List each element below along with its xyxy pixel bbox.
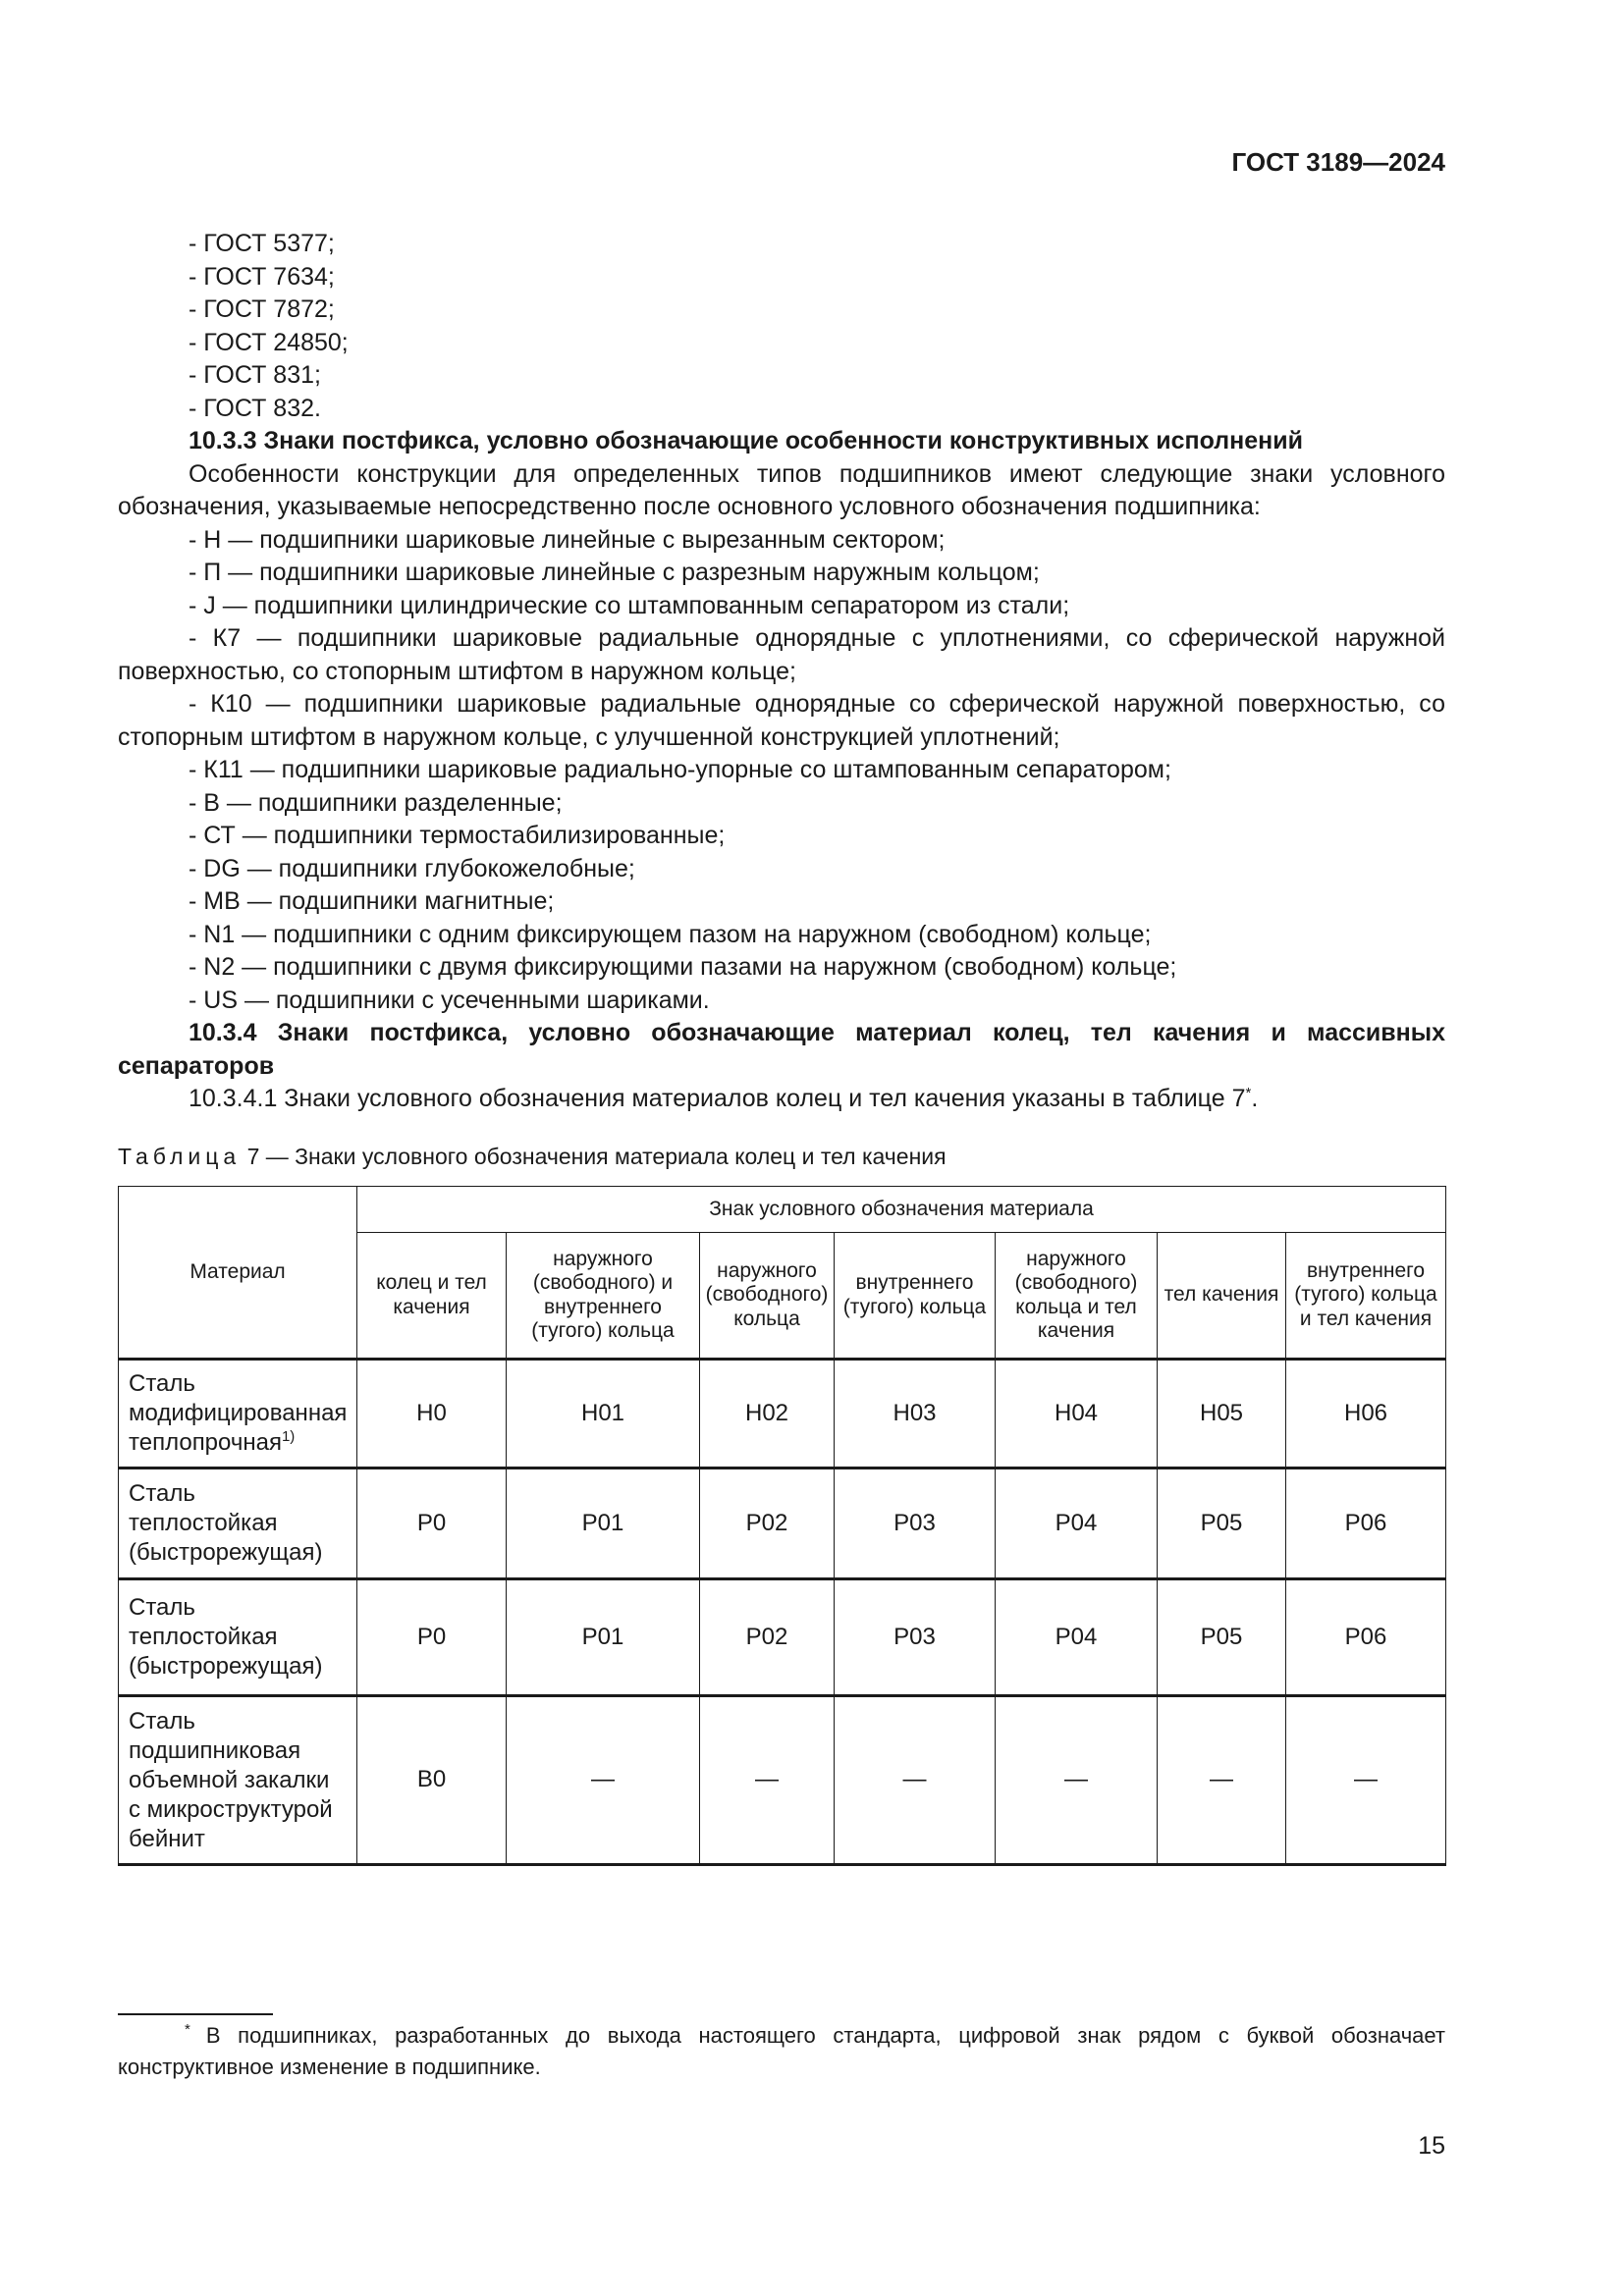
code-cell: — bbox=[1286, 1696, 1446, 1865]
footnote-separator bbox=[118, 2013, 273, 2015]
body-text bbox=[118, 228, 1445, 1116]
subheader: внутреннего (тугого) кольца bbox=[835, 1233, 996, 1360]
para-text: 10.3.4.1 Знаки условного обозначения материалов колец и тел качения указаны в таблице 7 bbox=[189, 1085, 1246, 1112]
code-cell: — bbox=[1158, 1696, 1286, 1865]
code-cell: Р06 bbox=[1286, 1468, 1446, 1579]
caption-word: Таблица bbox=[118, 1144, 242, 1169]
material-name: Сталь модифицированная теплопрочная bbox=[129, 1370, 348, 1456]
code-cell: Р04 bbox=[996, 1579, 1158, 1696]
material-cell: Сталь подшипниковая объемной закалки с микроструктурой бейнит bbox=[119, 1696, 357, 1865]
material-cell bbox=[119, 1360, 357, 1468]
header-group: Знак условного обозначения материала bbox=[357, 1187, 1446, 1233]
code-cell: Н03 bbox=[835, 1360, 996, 1468]
para-end: . bbox=[1251, 1085, 1259, 1112]
code-cell: Н02 bbox=[700, 1360, 835, 1468]
code-cell: Р03 bbox=[835, 1468, 996, 1579]
subheader: наружного (свободного) кольца и тел качения bbox=[996, 1233, 1158, 1360]
section-intro: Особенности конструкции для определенных типов подшипников имеют следующие знаки условного обозначения, указываемые непосредственно после основного условного обозначения подшипника: bbox=[118, 459, 1445, 520]
section-heading-10-3-4: 10.3.4 Знаки постфикса, условно обозначающие материал колец, тел качения и массивных сепараторов bbox=[118, 1019, 1445, 1080]
list-item: - К11 — подшипники шариковые радиально-упорные со штампованным сепаратором; bbox=[189, 756, 1171, 783]
material-cell: Сталь теплостойкая (быстрорежущая) bbox=[119, 1579, 357, 1696]
footnote-ref: * bbox=[1245, 1085, 1252, 1101]
footnote bbox=[118, 2020, 1445, 2083]
code-cell: Р02 bbox=[700, 1468, 835, 1579]
footnote-text: В подшипниках, разработанных до выхода настоящего стандарта, цифровой знак рядом с буквой обозначает конструктивное изменение в подшипнике. bbox=[118, 2023, 1445, 2079]
code-cell: Р01 bbox=[507, 1468, 700, 1579]
list-item: - В — подшипники разделенные; bbox=[189, 788, 563, 817]
material-code-table bbox=[118, 1186, 1446, 1866]
material-cell: Сталь теплостойкая (быстрорежущая) bbox=[119, 1468, 357, 1579]
code-cell: Р04 bbox=[996, 1468, 1158, 1579]
code-cell: Р0 bbox=[357, 1468, 507, 1579]
ref-item: - ГОСТ 7872; bbox=[189, 295, 335, 323]
list-item: - J — подшипники цилиндрические со штампованным сепаратором из стали; bbox=[189, 591, 1070, 619]
code-cell: — bbox=[835, 1696, 996, 1865]
code-cell: Н05 bbox=[1158, 1360, 1286, 1468]
subheader: наружного (свободного) и внутреннего (тугого) кольца bbox=[507, 1233, 700, 1360]
table-row bbox=[119, 1468, 1446, 1579]
code-cell: Р02 bbox=[700, 1579, 835, 1696]
table-row bbox=[119, 1579, 1446, 1696]
subheader: внутреннего (тугого) кольца и тел качения bbox=[1286, 1233, 1446, 1360]
list-item: - К7 — подшипники шариковые радиальные однорядные с уплотнениями, со сферической наружной поверхностью, со стопорным штифтом в наружном кольце; bbox=[118, 624, 1445, 685]
code-cell: Р03 bbox=[835, 1579, 996, 1696]
ref-item: - ГОСТ 832. bbox=[189, 394, 321, 422]
code-cell: Р05 bbox=[1158, 1579, 1286, 1696]
code-cell: — bbox=[507, 1696, 700, 1865]
list-item: - К10 — подшипники шариковые радиальные однорядные со сферической наружной поверхностью, со стопорным штифтом в наружном кольце, с улучшенной конструкцией уплотнений; bbox=[118, 690, 1445, 751]
code-cell: В0 bbox=[357, 1696, 507, 1865]
table-caption bbox=[118, 1144, 947, 1170]
code-cell: Н04 bbox=[996, 1360, 1158, 1468]
standard-id: ГОСТ 3189—2024 bbox=[1231, 147, 1445, 177]
code-cell: Р06 bbox=[1286, 1579, 1446, 1696]
section-para bbox=[118, 1083, 1445, 1116]
list-item: - П — подшипники шариковые линейные с разрезным наружным кольцом; bbox=[189, 559, 1040, 586]
ref-item: - ГОСТ 7634; bbox=[189, 262, 335, 291]
material-note: 1) bbox=[281, 1428, 296, 1445]
ref-item: - ГОСТ 24850; bbox=[189, 328, 349, 356]
ref-item: - ГОСТ 5377; bbox=[189, 230, 335, 257]
section-heading-10-3-3: 10.3.3 Знаки постфикса, условно обозначающие особенности конструктивных исполнений bbox=[189, 427, 1303, 454]
subheader: колец и тел качения bbox=[357, 1233, 507, 1360]
caption-text: 7 — Знаки условного обозначения материала колец и тел качения bbox=[241, 1144, 947, 1169]
subheader: наружного (свободного) кольца bbox=[700, 1233, 835, 1360]
page-number: 15 bbox=[1418, 2132, 1445, 2160]
code-cell: Р01 bbox=[507, 1579, 700, 1696]
code-cell: Р05 bbox=[1158, 1468, 1286, 1579]
ref-item: - ГОСТ 831; bbox=[189, 361, 321, 389]
code-cell: — bbox=[700, 1696, 835, 1865]
code-cell: — bbox=[996, 1696, 1158, 1865]
list-item: - DG — подшипники глубокожелобные; bbox=[189, 854, 635, 882]
list-item: - Н — подшипники шариковые линейные с вырезанным сектором; bbox=[189, 525, 946, 554]
code-cell: Н0 bbox=[357, 1360, 507, 1468]
list-item: - МВ — подшипники магнитные; bbox=[189, 887, 555, 915]
code-cell: Р0 bbox=[357, 1579, 507, 1696]
header-material: Материал bbox=[119, 1187, 357, 1360]
list-item: - US — подшипники с усеченными шариками. bbox=[189, 986, 710, 1014]
list-item: - СТ — подшипники термостабилизированные; bbox=[189, 822, 726, 849]
code-cell: Н01 bbox=[507, 1360, 700, 1468]
list-item: - N2 — подшипники с двумя фиксирующими пазами на наружном (свободном) кольце; bbox=[189, 953, 1177, 981]
footnote-mark: * bbox=[185, 2021, 190, 2038]
table-row bbox=[119, 1696, 1446, 1865]
code-cell: Н06 bbox=[1286, 1360, 1446, 1468]
table-row bbox=[119, 1360, 1446, 1468]
subheader: тел качения bbox=[1158, 1233, 1286, 1360]
list-item: - N1 — подшипники с одним фиксирующем пазом на наружном (свободном) кольце; bbox=[189, 920, 1152, 948]
